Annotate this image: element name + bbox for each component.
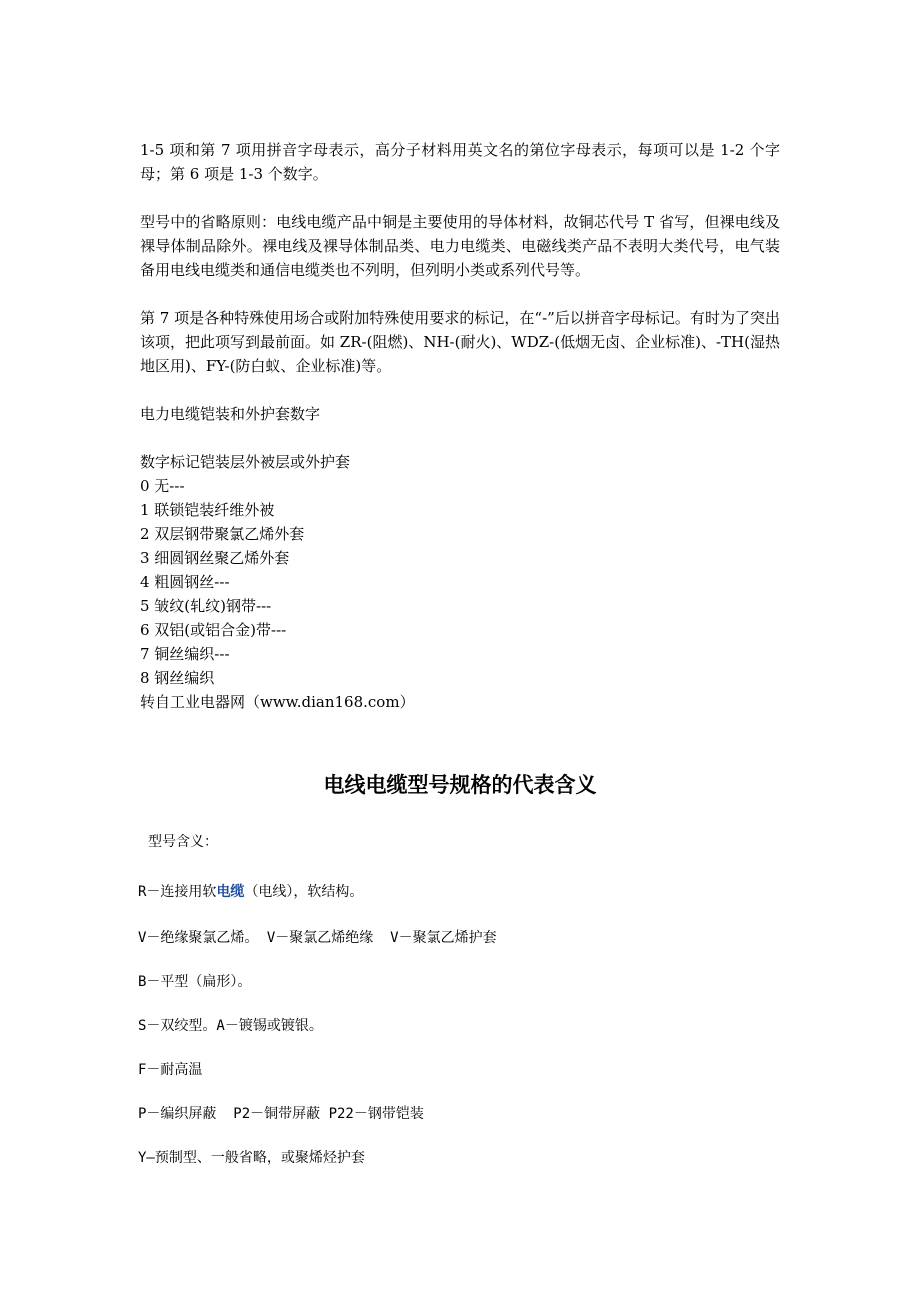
model-line-v: V－绝缘聚氯乙烯。 V－聚氯乙烯绝缘 V－聚氯乙烯护套 xyxy=(138,930,497,946)
list-item: 7 铜丝编织--- xyxy=(140,645,230,663)
armor-list-header: 数字标记铠装层外被层或外护套 xyxy=(140,453,351,471)
list-item: 1 联锁铠装纤维外被 xyxy=(140,501,275,519)
paragraph-special-marks: 第 7 项是各种特殊使用场合或附加特殊使用要求的标记，在“-”后以拼音字母标记。有时为了突出该项，把此项写到最前面。如 ZR-(阻燃)、NH-(耐火)、WDZ-(低烟无卤、企业标准)、-TH(湿热地区用)、FY-(防白蚁、企业标准)等。 xyxy=(140,309,780,375)
list-item: 3 细圆钢丝聚乙烯外套 xyxy=(140,549,290,567)
list-item: 6 双铝(或铝合金)带--- xyxy=(140,621,287,639)
list-item: 5 皱纹(轧纹)钢带--- xyxy=(140,597,272,615)
list-item: 8 钢丝编织 xyxy=(140,669,215,687)
cable-link[interactable]: 电缆 xyxy=(216,884,245,900)
document-body xyxy=(140,138,780,714)
model-line-p: P－编织屏蔽 P2－铜带屏蔽 P22－钢带铠装 xyxy=(138,1106,424,1122)
source-note: 转自工业电器网（www.dian168.com） xyxy=(140,693,415,711)
paragraph-letter-rules: 1-5 项和第 7 项用拼音字母表示，高分子材料用英文名的第位字母表示，每项可以是 1-2 个字母；第 6 项是 1-3 个数字。 xyxy=(140,141,780,183)
list-item: 0 无--- xyxy=(140,477,185,495)
model-line-y: Y—预制型、一般省略，或聚烯烃护套 xyxy=(138,1150,365,1166)
model-line-f: F－耐高温 xyxy=(138,1062,203,1078)
model-line-b: B－平型（扁形）。 xyxy=(138,974,252,990)
model-line-r-suffix: （电线），软结构。 xyxy=(244,884,364,900)
model-line-r-prefix: R－连接用软 xyxy=(138,884,217,900)
paragraph-armor-heading: 电力电缆铠装和外护套数字 xyxy=(140,405,321,423)
model-line-s: S－双绞型。A－镀锡或镀银。 xyxy=(138,1018,323,1034)
list-item: 4 粗圆钢丝--- xyxy=(140,573,230,591)
section-title: 电线电缆型号规格的代表含义 xyxy=(323,772,597,797)
model-line-r xyxy=(138,882,363,902)
list-item: 2 双层钢带聚氯乙烯外套 xyxy=(140,525,305,543)
armor-list xyxy=(140,450,780,714)
model-meaning-intro: 型号含义： xyxy=(148,834,218,850)
paragraph-omission-rules: 型号中的省略原则：电线电缆产品中铜是主要使用的导体材料，故铜芯代号 T 省写，但裸电线及裸导体制品除外。裸电线及裸导体制品类、电力电缆类、电磁线类产品不表明大类代号，电气装备用电线电缆类和通信电缆类也不列明，但列明小类或系列代号等。 xyxy=(140,213,780,279)
